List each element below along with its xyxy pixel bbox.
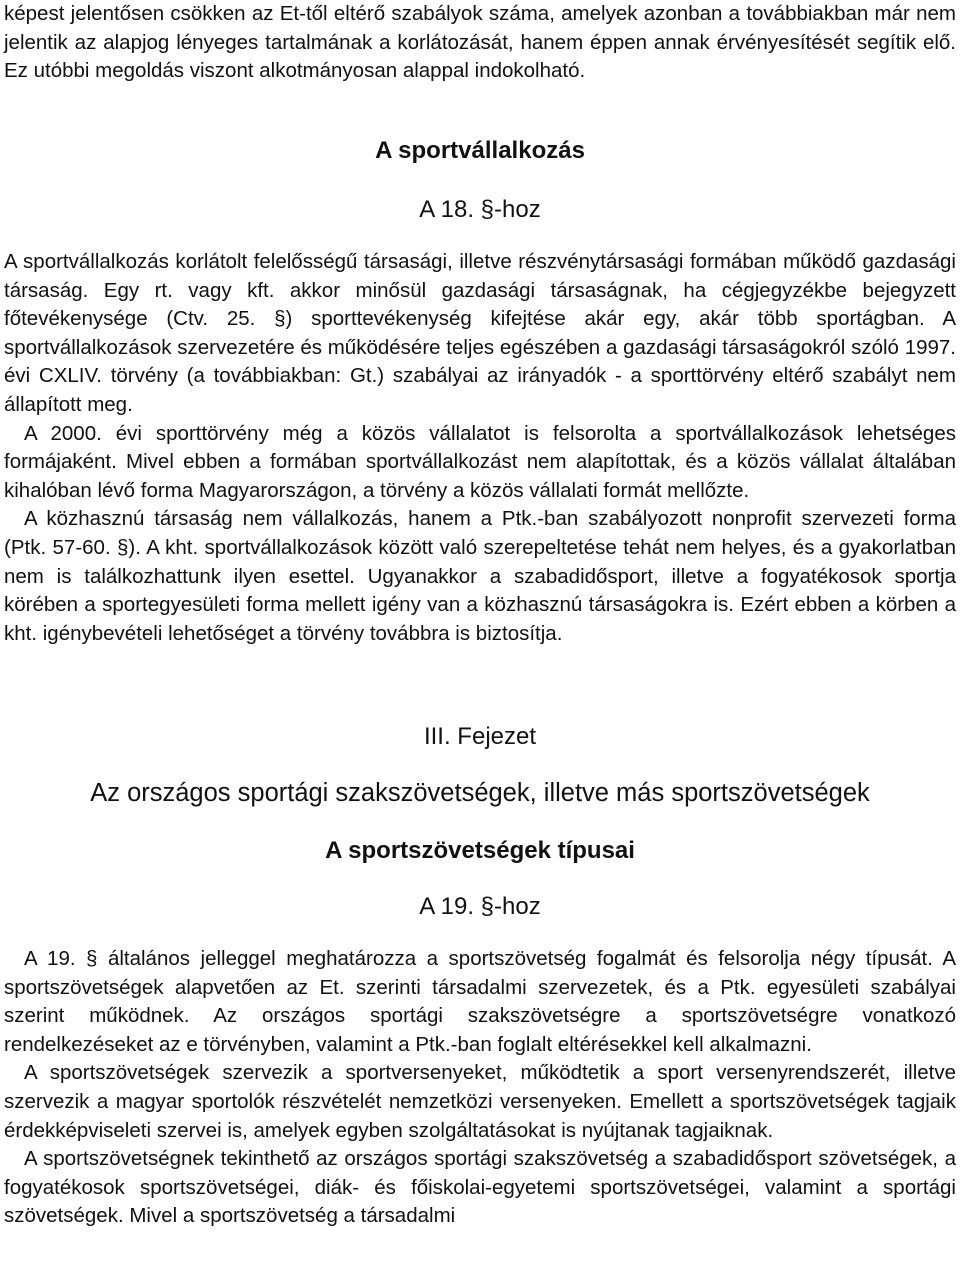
heading-sportszovetsegek-tipusai: A sportszövetségek típusai [325, 837, 635, 864]
heading-section-18: A 18. §-hoz [419, 196, 541, 223]
section-19-body [4, 945, 956, 1231]
section-19-paragraph-3: A sportszövetségnek tekinthető az országos sportági szakszövetség a szabadidősport szövetségek, a fogyatékosok sportszövetségei, diák- és főiskolai-egyetemi sportszövetségei, valamint a sportági szövetségek. Mivel a sportszövetség a társadalmi [4, 1147, 956, 1228]
chapter-title: Az országos sportági szakszövetségek, illetve más sportszövetségek [90, 779, 870, 807]
section-18-paragraph-3: A közhasznú társaság nem vállalkozás, hanem a Ptk.-ban szabályozott nonprofit szervezeti forma (Ptk. 57-60. §). A kht. sportvállalkozások között való szerepeltetése tehát nem helyes, és a gyakorlatban nem is találkozhattunk ilyen esettel. Ugyanakkor a szabadidősport, illetve a fogyatékosok sportja körében a sportegyesületi forma mellett igény van a közhasznú társaságokra is. Ezért ebben a körben a kht. igénybevételi lehetőséget a törvény továbbra is biztosítja. [4, 507, 956, 645]
section-19-paragraph-1: A 19. § általános jelleggel meghatározza a sportszövetség fogalmát és felsorolja négy típusát. A sportszövetségek alapvetően az Et. szerinti társadalmi szervezetek, és a Ptk. egyesületi szabályai szerint működnek. Az országos sportági szakszövetségre a sportszövetségre vonatkozó rendelkezéseket az e törvényben, valamint a Ptk.-ban foglalt eltérésekkel kell alkalmazni. [4, 947, 956, 1056]
section-18-body [4, 248, 956, 648]
intro-paragraph: képest jelentősen csökken az Et-től eltérő szabályok száma, amelyek azonban a továbbiakban már nem jelentik az alapjog lényeges tartalmának a korlátozását, hanem éppen annak érvényesítését segítik elő. Ez utóbbi megoldás viszont alkotmányosan alappal indokolható. [4, 2, 956, 83]
section-18-paragraph-1: A sportvállalkozás korlátolt felelősségű társasági, illetve részvénytársasági formában működő gazdasági társaság. Egy rt. vagy kft. akkor minősül gazdasági társaságnak, ha cégjegyzékbe bejegyzett főtevékenysége (Ctv. 25. §) sporttevékenység kifejtése akár egy, akár több sportágban. A sportvállalkozások szervezetére és működésére teljes egészében a gazdasági társaságokról szóló 1997. évi CXLIV. törvény (a továbbiakban: Gt.) szabályai az irányadók - a sporttörvény eltérő szabályt nem állapított meg. [4, 250, 956, 416]
section-19-paragraph-2: A sportszövetségek szervezik a sportversenyeket, működtetik a sport versenyrendszerét, illetve szervezik a magyar sportolók részvételét nemzetközi versenyeken. Emellett a sportszövetségek tagjaik érdekképviseleti szervei is, amelyek egyben szolgáltatásokat is nyújtanak tagjaiknak. [4, 1061, 956, 1142]
section-18-paragraph-2: A 2000. évi sporttörvény még a közös vállalatot is felsorolta a sportvállalkozások lehetséges formájaként. Mivel ebben a formában sportvállalkozást nem alapítottak, és a közös vállalat általában kihalóban lévő forma Magyarországon, a törvény a közös vállalati formát mellőzte. [4, 421, 956, 502]
heading-section-19: A 19. §-hoz [419, 893, 541, 920]
intro-paragraph-block [4, 0, 956, 86]
chapter-heading: III. Fejezet [423, 723, 537, 750]
heading-sportvallalkozas: A sportvállalkozás [375, 137, 585, 164]
